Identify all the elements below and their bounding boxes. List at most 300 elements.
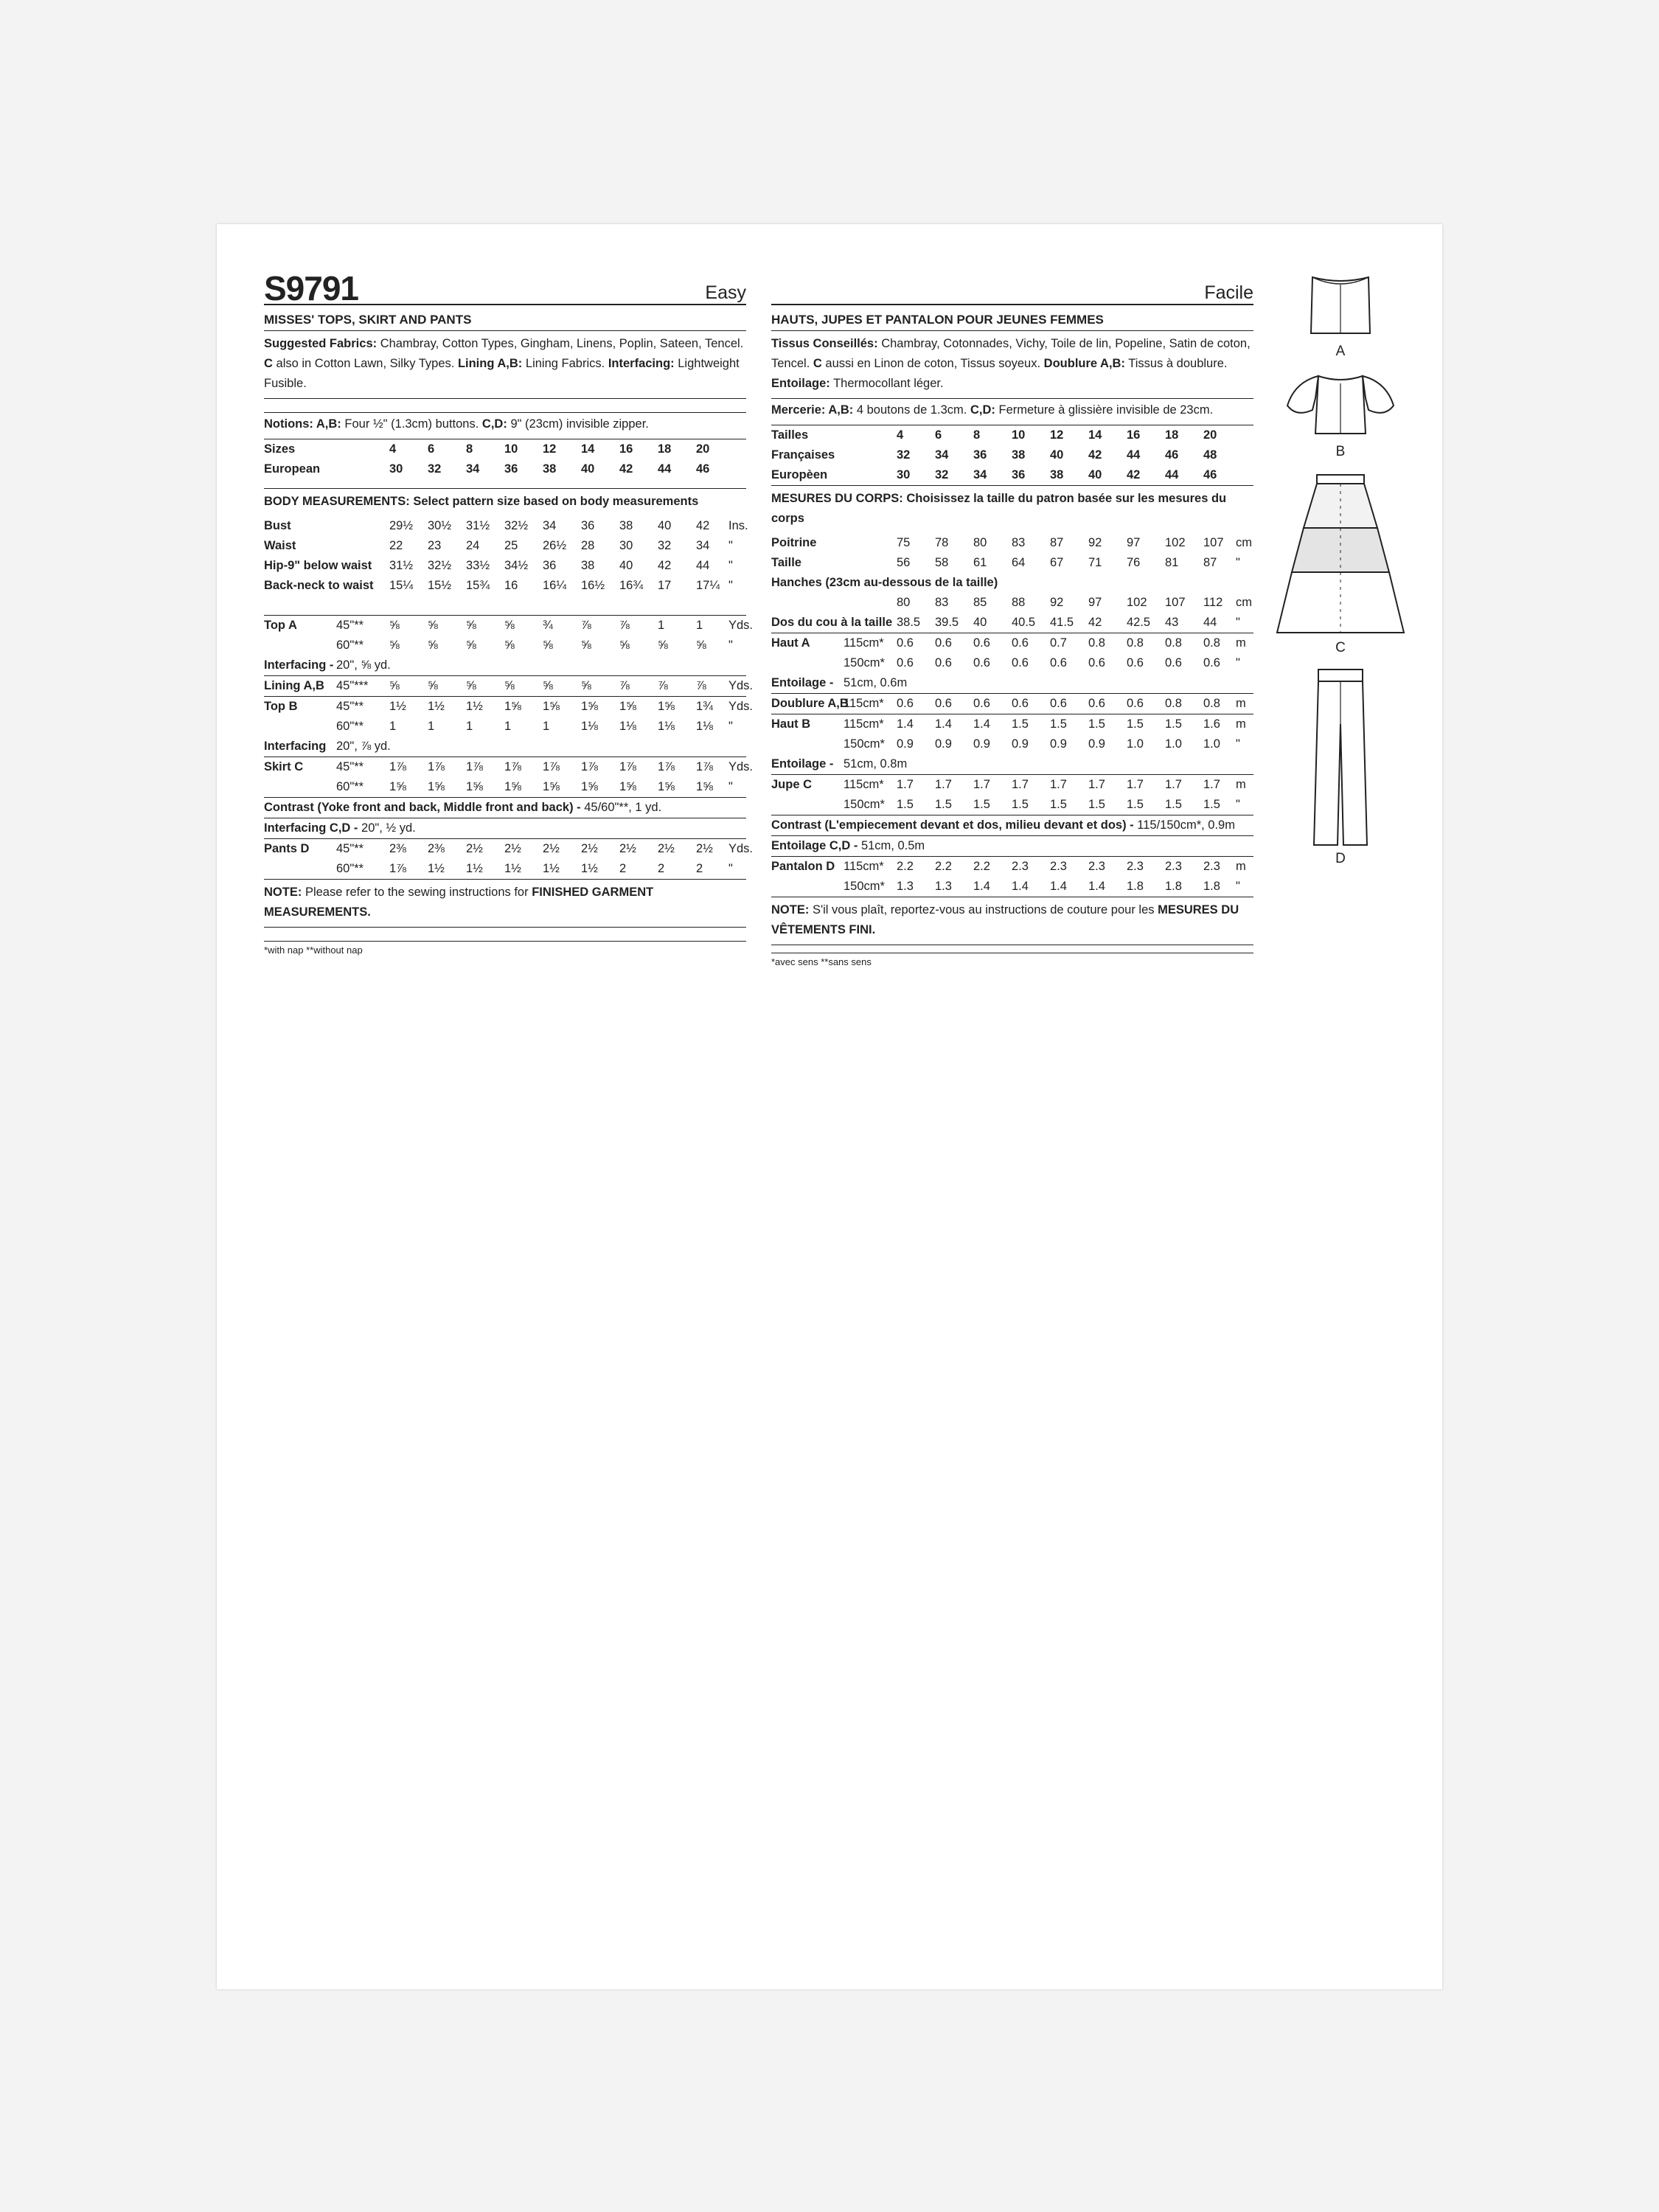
table-cell: Interfacing xyxy=(264,740,327,753)
table-cell: 0.6 xyxy=(1012,656,1029,669)
table-cell: 1.5 xyxy=(973,798,990,811)
table-cell: 2½ xyxy=(619,842,636,855)
table-cell: 1⅞ xyxy=(389,760,406,773)
table-cell: 8 xyxy=(466,442,473,456)
table-cell: 10 xyxy=(1012,428,1026,442)
table-cell: 46 xyxy=(696,462,710,476)
table-cell: 1.8 xyxy=(1165,880,1182,893)
table-cell: 0.8 xyxy=(1165,636,1182,650)
sizes-row xyxy=(264,439,746,459)
table-cell: 61 xyxy=(973,556,987,569)
suggested-fabrics-fr: Tissus Conseillés: Chambray, Cotonnades, Vichy, Toile de lin, Popeline, Satin de coton, Tencel. C aussi en Linon de coton, Tissus soyeux. Doublure A,B: Tissus à doublure. Entoilage: Thermocollant léger. xyxy=(771,331,1253,399)
table-cell: 0.6 xyxy=(1050,697,1067,710)
table-cell: 1⅝ xyxy=(696,780,713,793)
table-cell: Tailles xyxy=(771,428,809,442)
table-cell: European xyxy=(264,462,321,476)
table-cell: 51cm, 0.6m xyxy=(844,676,908,689)
table-cell: 32 xyxy=(658,539,672,552)
table-cell: 1.7 xyxy=(1088,778,1105,791)
table-cell: 1⅛ xyxy=(658,720,675,733)
table-cell: 1⅛ xyxy=(581,720,598,733)
body-measurements-heading: BODY MEASUREMENTS: Select pattern size based on body measurements xyxy=(264,488,746,516)
table-cell: 1⅞ xyxy=(543,760,560,773)
table-cell: ⅝ xyxy=(504,619,515,632)
entoilage-a-row xyxy=(771,673,1253,693)
pantalon-d-115-row xyxy=(771,857,1253,877)
table-cell: 2.3 xyxy=(1012,860,1029,873)
contrast-row-fr: Contrast (L'empiecement devant et dos, milieu devant et dos) - 115/150cm*, 0.9m xyxy=(771,818,1235,832)
table-cell: 83 xyxy=(935,596,949,609)
table-cell: 2.2 xyxy=(897,860,914,873)
table-cell: 42 xyxy=(1127,468,1141,481)
table-cell: ⅝ xyxy=(389,679,400,692)
view-label-a: A xyxy=(1335,344,1346,359)
table-cell: 34 xyxy=(973,468,987,481)
table-cell: 1.7 xyxy=(897,778,914,791)
table-cell: 17¼ xyxy=(696,579,720,592)
table-cell: 44 xyxy=(696,559,710,572)
table-cell: 42 xyxy=(619,462,633,476)
table-cell: 15½ xyxy=(428,579,452,592)
skirt-c-45-row xyxy=(264,757,754,777)
table-cell: 1½ xyxy=(504,862,521,875)
table-cell: 31½ xyxy=(389,559,414,572)
table-cell: 60"** xyxy=(336,720,364,733)
table-cell: 51cm, 0.8m xyxy=(844,757,908,771)
table-cell: 2⅜ xyxy=(389,842,406,855)
table-cell: ⅝ xyxy=(543,639,553,652)
table-cell: 150cm* xyxy=(844,737,885,751)
table-cell: 23 xyxy=(428,539,442,552)
table-cell: 1½ xyxy=(581,862,598,875)
table-cell: 32 xyxy=(428,462,442,476)
table-cell: " xyxy=(728,780,733,793)
table-cell: 87 xyxy=(1050,536,1064,549)
european-sizes-row-fr xyxy=(771,465,1253,485)
table-cell: 1.5 xyxy=(1050,717,1067,731)
table-cell: 0.6 xyxy=(1012,697,1029,710)
table-cell: 46 xyxy=(1165,448,1179,462)
table-cell: 97 xyxy=(1088,596,1102,609)
table-cell: " xyxy=(728,639,733,652)
table-cell: 40 xyxy=(581,462,595,476)
table-cell: 0.9 xyxy=(973,737,990,751)
table-cell: Ins. xyxy=(728,519,748,532)
table-cell: 1⅞ xyxy=(581,760,598,773)
poitrine-row xyxy=(771,533,1253,553)
header-fr xyxy=(771,268,1253,305)
view-c-skirt-illustration xyxy=(1267,469,1414,639)
table-cell: 38.5 xyxy=(897,616,921,629)
table-cell: Pantalon D xyxy=(771,860,835,873)
table-cell: 4 xyxy=(897,428,904,442)
body-measurements-heading-fr: MESURES DU CORPS: Choisissez la taille du patron basée sur les mesures du corps xyxy=(771,485,1253,533)
table-cell: 30 xyxy=(389,462,403,476)
dos-row xyxy=(771,613,1253,633)
table-cell: 80 xyxy=(973,536,987,549)
table-cell: Interfacing - xyxy=(264,658,334,672)
table-cell: 44 xyxy=(658,462,672,476)
table-cell: 150cm* xyxy=(844,880,885,893)
table-cell: 1⅝ xyxy=(543,780,560,793)
table-cell: 1⅞ xyxy=(658,760,675,773)
table-cell: 15¾ xyxy=(466,579,490,592)
english-column xyxy=(264,268,754,956)
table-cell: 1⅝ xyxy=(581,780,598,793)
table-cell: 45"** xyxy=(336,619,364,632)
table-cell: ⅞ xyxy=(619,619,630,632)
table-cell: 0.6 xyxy=(897,636,914,650)
table-cell: ⅝ xyxy=(428,619,438,632)
difficulty-level-fr: Facile xyxy=(1204,282,1253,303)
table-cell: ⅝ xyxy=(466,639,476,652)
table-cell: Sizes xyxy=(264,442,296,456)
view-label-d: D xyxy=(1335,851,1346,866)
table-cell: 1.4 xyxy=(1088,880,1105,893)
table-cell: Pants D xyxy=(264,842,310,855)
table-cell: " xyxy=(728,559,733,572)
jupe-c-115-row xyxy=(771,775,1253,795)
back-neck-row xyxy=(264,576,746,596)
table-cell: 71 xyxy=(1088,556,1102,569)
table-cell: 2 xyxy=(696,862,703,875)
table-cell: Haut A xyxy=(771,636,810,650)
table-cell: 0.8 xyxy=(1127,636,1144,650)
table-cell: 76 xyxy=(1127,556,1141,569)
table-cell: 0.6 xyxy=(973,697,990,710)
table-cell: Dos du cou à la taille xyxy=(771,616,893,629)
table-cell: m xyxy=(1236,636,1246,650)
table-cell: 64 xyxy=(1012,556,1026,569)
table-cell: 1½ xyxy=(543,862,560,875)
table-cell: 24 xyxy=(466,539,480,552)
table-cell: 1.7 xyxy=(1127,778,1144,791)
table-cell: 0.6 xyxy=(1127,656,1144,669)
table-cell: ⅝ xyxy=(428,679,438,692)
table-cell: 1.5 xyxy=(1012,798,1029,811)
table-cell: 31½ xyxy=(466,519,490,532)
table-cell: 1⅞ xyxy=(619,760,636,773)
table-cell: 0.6 xyxy=(935,656,952,669)
suggested-fabrics: Suggested Fabrics: Chambray, Cotton Types, Gingham, Linens, Poplin, Sateen, Tencel. C also in Cotton Lawn, Silky Types. Lining A,B: Lining Fabrics. Interfacing: Lightweight Fusible. xyxy=(264,331,746,399)
table-cell: 2.2 xyxy=(935,860,952,873)
table-cell: 88 xyxy=(1012,596,1026,609)
table-cell: Europèen xyxy=(771,468,828,481)
table-cell: 20 xyxy=(1203,428,1217,442)
skirt-c-60-row xyxy=(264,777,746,797)
table-cell: 1⅛ xyxy=(696,720,713,733)
table-cell: ⅝ xyxy=(581,679,591,692)
table-cell: 60"** xyxy=(336,862,364,875)
table-cell: 14 xyxy=(581,442,595,456)
table-cell: ⅞ xyxy=(581,619,591,632)
table-cell: 0.6 xyxy=(973,636,990,650)
table-cell: 1.5 xyxy=(1012,717,1029,731)
table-cell: 0.6 xyxy=(1012,636,1029,650)
table-cell: 1.5 xyxy=(1165,798,1182,811)
table-cell: 2.2 xyxy=(973,860,990,873)
haut-b-150-row xyxy=(771,734,1253,754)
table-cell: 2½ xyxy=(658,842,675,855)
bust-row xyxy=(264,516,746,536)
table-cell: 38 xyxy=(543,462,557,476)
entoilage-cd-row: Entoilage C,D - 51cm, 0.5m xyxy=(771,839,925,852)
table-cell: 10 xyxy=(504,442,518,456)
table-cell: 1.5 xyxy=(935,798,952,811)
table-cell: 44 xyxy=(1165,468,1179,481)
table-cell: 6 xyxy=(428,442,435,456)
table-cell: " xyxy=(1236,616,1240,629)
top-a-45-row xyxy=(264,616,754,636)
table-cell: ⅞ xyxy=(658,679,668,692)
table-cell: 1 xyxy=(428,720,435,733)
pattern-title: MISSES' TOPS, SKIRT AND PANTS xyxy=(264,305,746,331)
table-cell: 0.6 xyxy=(1050,656,1067,669)
table-cell: 33½ xyxy=(466,559,490,572)
table-cell: 38 xyxy=(581,559,595,572)
table-cell: 0.6 xyxy=(1127,697,1144,710)
table-cell: 1⅝ xyxy=(581,700,598,713)
table-cell: ⅝ xyxy=(581,639,591,652)
table-cell: " xyxy=(728,539,733,552)
table-cell: 0.8 xyxy=(1203,636,1220,650)
table-cell: 26½ xyxy=(543,539,567,552)
table-cell: " xyxy=(1236,798,1240,811)
table-cell: 1.4 xyxy=(973,880,990,893)
table-cell: 2.3 xyxy=(1050,860,1067,873)
table-cell: 2.3 xyxy=(1203,860,1220,873)
table-cell: 36 xyxy=(973,448,987,462)
table-cell: 4 xyxy=(389,442,397,456)
table-cell: 16 xyxy=(619,442,633,456)
table-cell: m xyxy=(1236,778,1246,791)
table-cell: 1.4 xyxy=(897,717,914,731)
table-cell: 34 xyxy=(696,539,710,552)
table-cell: 32 xyxy=(897,448,911,462)
table-cell: 1.0 xyxy=(1127,737,1144,751)
table-cell: ⅝ xyxy=(504,679,515,692)
table-cell: 83 xyxy=(1012,536,1026,549)
table-cell: Entoilage - xyxy=(771,757,834,771)
table-cell: Doublure A,B xyxy=(771,697,849,710)
table-cell: 41.5 xyxy=(1050,616,1074,629)
table-cell: 18 xyxy=(658,442,672,456)
table-cell: 38 xyxy=(1050,468,1064,481)
table-cell: 0.6 xyxy=(897,697,914,710)
table-cell: 8 xyxy=(973,428,981,442)
view-label-c: C xyxy=(1335,640,1346,655)
table-cell: 40 xyxy=(973,616,987,629)
table-cell: 0.9 xyxy=(1088,737,1105,751)
table-cell: 1.4 xyxy=(1012,880,1029,893)
table-cell: ⅝ xyxy=(428,639,438,652)
table-cell: 1.3 xyxy=(935,880,952,893)
table-cell: 0.9 xyxy=(897,737,914,751)
table-cell: 1 xyxy=(543,720,550,733)
hip-row xyxy=(264,556,746,576)
hanches-row xyxy=(771,593,1253,613)
table-cell: " xyxy=(728,720,733,733)
table-cell: " xyxy=(1236,880,1240,893)
lining-ab-row xyxy=(264,676,754,696)
table-cell: 0.8 xyxy=(1203,697,1220,710)
table-cell: Yds. xyxy=(728,679,754,692)
table-cell: 48 xyxy=(1203,448,1217,462)
table-cell: 1.0 xyxy=(1203,737,1220,751)
table-cell: 0.6 xyxy=(973,656,990,669)
table-cell: 1½ xyxy=(428,862,445,875)
table-cell: 45"*** xyxy=(336,679,369,692)
haut-b-115-row xyxy=(771,714,1253,734)
table-cell: cm xyxy=(1236,596,1252,609)
table-cell: 2 xyxy=(619,862,627,875)
table-cell: 16 xyxy=(1127,428,1141,442)
table-cell: Poitrine xyxy=(771,536,817,549)
view-b-top-illustration xyxy=(1267,369,1414,442)
table-cell: Yds. xyxy=(728,842,754,855)
notions: Notions: A,B: Four ½" (1.3cm) buttons. C,D: 9" (23cm) invisible zipper. xyxy=(264,412,746,439)
table-cell: 85 xyxy=(973,596,987,609)
table-cell: 0.6 xyxy=(897,656,914,669)
table-cell: 1⅝ xyxy=(658,700,675,713)
table-cell: 1.5 xyxy=(1088,798,1105,811)
table-cell: 1⅞ xyxy=(696,760,713,773)
table-cell: Haut B xyxy=(771,717,811,731)
table-cell: 1⅝ xyxy=(504,700,521,713)
table-cell: " xyxy=(1236,656,1240,669)
table-cell: 25 xyxy=(504,539,518,552)
table-cell: 0.9 xyxy=(1012,737,1029,751)
table-cell: 80 xyxy=(897,596,911,609)
table-cell: 0.9 xyxy=(935,737,952,751)
table-cell: 17 xyxy=(658,579,672,592)
nap-footnote-fr: *avec sens **sans sens xyxy=(771,956,872,967)
table-cell: m xyxy=(1236,717,1246,731)
table-cell: Top B xyxy=(264,700,298,713)
table-cell: 1⅞ xyxy=(389,862,406,875)
table-cell: 115cm* xyxy=(844,636,884,650)
view-label-b: B xyxy=(1335,444,1346,459)
table-cell: 97 xyxy=(1127,536,1141,549)
table-cell: 75 xyxy=(897,536,911,549)
table-cell: 2½ xyxy=(504,842,521,855)
table-cell: Yds. xyxy=(728,760,754,773)
table-cell: 1 xyxy=(389,720,397,733)
pattern-title-fr: HAUTS, JUPES ET PANTALON POUR JEUNES FEMMES xyxy=(771,305,1253,331)
table-cell: 38 xyxy=(619,519,633,532)
european-sizes-row xyxy=(264,459,746,479)
table-cell: ⅝ xyxy=(658,639,668,652)
table-cell: 1 xyxy=(658,619,665,632)
table-cell: ⅝ xyxy=(619,639,630,652)
table-cell: 38 xyxy=(1012,448,1026,462)
table-cell: 87 xyxy=(1203,556,1217,569)
table-cell: ⅞ xyxy=(619,679,630,692)
table-cell: 0.6 xyxy=(935,636,952,650)
table-cell: 115cm* xyxy=(844,860,884,873)
table-cell: 1½ xyxy=(389,700,406,713)
table-cell: 46 xyxy=(1203,468,1217,481)
pants-d-60-row xyxy=(264,859,746,879)
table-cell: 1.5 xyxy=(1127,798,1144,811)
notions-fr: Mercerie: A,B: 4 boutons de 1.3cm. C,D: Fermeture à glissière invisible de 23cm. xyxy=(771,399,1253,425)
table-cell: 1.8 xyxy=(1127,880,1144,893)
haut-a-150-row xyxy=(771,653,1253,673)
table-cell: Lining A,B xyxy=(264,679,324,692)
table-cell: 32½ xyxy=(504,519,529,532)
table-cell: Entoilage - xyxy=(771,676,834,689)
table-cell: 1.5 xyxy=(1165,717,1182,731)
table-cell: 0.8 xyxy=(1088,636,1105,650)
table-cell: 0.6 xyxy=(1203,656,1220,669)
table-cell: 1⅞ xyxy=(466,760,483,773)
table-cell: 0.9 xyxy=(1050,737,1067,751)
table-cell: Yds. xyxy=(728,700,754,713)
table-cell: 60"** xyxy=(336,780,364,793)
table-cell: Taille xyxy=(771,556,801,569)
table-cell: 1.0 xyxy=(1165,737,1182,751)
table-cell: 42 xyxy=(1088,448,1102,462)
table-cell: 40 xyxy=(1050,448,1064,462)
table-cell: 2½ xyxy=(543,842,560,855)
table-cell: 1.8 xyxy=(1203,880,1220,893)
table-cell: 1⅞ xyxy=(428,760,445,773)
table-cell: 36 xyxy=(581,519,595,532)
table-cell: 12 xyxy=(1050,428,1064,442)
table-cell: 0.7 xyxy=(1050,636,1067,650)
interfacing-a-row xyxy=(264,655,746,675)
table-cell: 1 xyxy=(466,720,473,733)
interfacing-b-row xyxy=(264,737,746,757)
table-cell: m xyxy=(1236,697,1246,710)
table-cell: " xyxy=(728,862,733,875)
table-cell: Françaises xyxy=(771,448,835,462)
table-cell: 1.4 xyxy=(973,717,990,731)
hanches-label-row: Hanches (23cm au-dessous de la taille) xyxy=(771,576,998,589)
top-b-60-row xyxy=(264,717,746,737)
table-cell: 28 xyxy=(581,539,595,552)
table-cell: 115cm* xyxy=(844,697,884,710)
table-cell: 30 xyxy=(897,468,911,481)
table-cell: 1.5 xyxy=(1050,798,1067,811)
table-cell: 36 xyxy=(1012,468,1026,481)
table-cell: 20", ⅝ yd. xyxy=(336,658,391,672)
table-cell: 2.3 xyxy=(1165,860,1182,873)
table-cell: 6 xyxy=(935,428,942,442)
table-cell: 115cm* xyxy=(844,717,884,731)
pattern-envelope-back xyxy=(217,224,1442,1989)
taille-row xyxy=(771,553,1253,573)
garment-views xyxy=(1267,268,1414,876)
table-cell: ⅝ xyxy=(389,639,400,652)
table-cell: 1.7 xyxy=(1050,778,1067,791)
table-cell: 44 xyxy=(1203,616,1217,629)
table-cell: 30½ xyxy=(428,519,452,532)
table-cell: 20 xyxy=(696,442,710,456)
table-cell: ⅝ xyxy=(466,619,476,632)
pantalon-d-150-row xyxy=(771,877,1253,897)
table-cell: 20", ⅞ yd. xyxy=(336,740,391,753)
table-cell: ⅝ xyxy=(466,679,476,692)
table-cell: 1⅝ xyxy=(619,700,636,713)
table-cell: 1.7 xyxy=(973,778,990,791)
table-cell: 0.8 xyxy=(1165,697,1182,710)
table-cell: 1.5 xyxy=(1127,717,1144,731)
table-cell: 40.5 xyxy=(1012,616,1036,629)
table-cell: 1.4 xyxy=(935,717,952,731)
table-cell: 1.7 xyxy=(935,778,952,791)
table-cell: 34 xyxy=(935,448,949,462)
